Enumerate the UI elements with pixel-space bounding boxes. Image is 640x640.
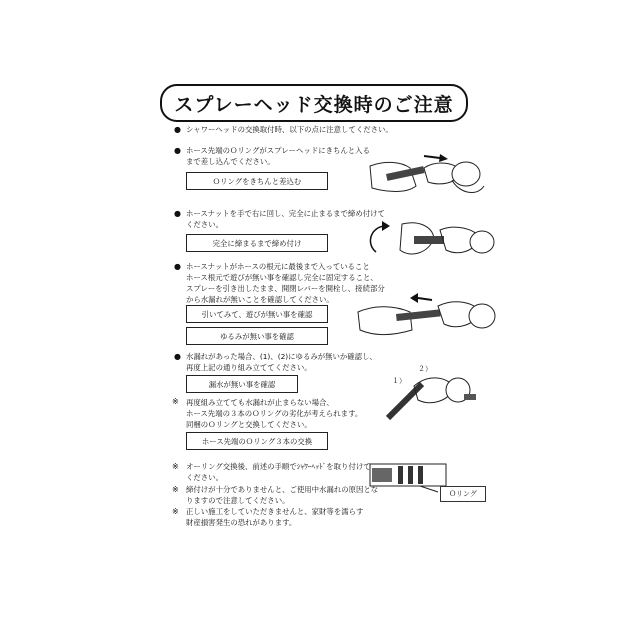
note4-line1: 正しい施工をしていただきませんと、家財等を濡らす: [186, 507, 364, 516]
step2-line1: ホースナットを手で右に回し、完全に止まるまで締め付けて: [186, 209, 385, 218]
step4-line1: 水漏れがあった場合、(1)、(2)にゆるみが無いか確認し、: [186, 352, 377, 361]
step3-line2: ホース根元で遊びが無い事を確認し完全に固定すること、: [186, 273, 378, 282]
note2-line2: ください。: [186, 473, 223, 482]
page-title: スプレーヘッド交換時のご注意: [160, 84, 468, 122]
step3-line4: から水漏れが無いことを確認してください。: [186, 295, 334, 304]
step3-box1: 引いてみて、遊びが無い事を確認: [186, 305, 328, 323]
intro-text: シャワーヘッドの交換取付時、以下の点に注意してください。: [186, 125, 393, 134]
bullet-icon: ●: [174, 352, 181, 361]
step4-box: 漏水が無い事を確認: [186, 375, 298, 393]
step2-box: 完全に締まるまで締め付け: [186, 234, 328, 252]
illustration-insert-hose: [366, 146, 500, 208]
oring-label: Ｏリング: [440, 486, 486, 502]
illus-label-2: ２）: [418, 365, 432, 373]
bullet-icon: ●: [174, 146, 181, 155]
note-mark: ※: [172, 485, 179, 494]
note3-line2: りますので注意してください。: [186, 496, 290, 505]
note1-line2: ホース先端の３本のＯリングの劣化が考えられます。: [186, 409, 363, 418]
illustration-hose-oring: [368, 458, 450, 498]
note-mark: ※: [172, 397, 179, 406]
step3-line1: ホースナットがホースの根元に最後まで入っていること: [186, 262, 370, 271]
step2-line2: ください。: [186, 220, 223, 229]
note1-line1: 再度組み立てても水漏れが止まらない場合、: [186, 398, 334, 407]
note-mark: ※: [172, 462, 179, 471]
step1-line2: まで差し込んでください。: [186, 157, 275, 166]
rotate-arrow-icon: [370, 221, 390, 252]
arrow-right-icon: [424, 154, 448, 162]
illus-label-1: １）: [392, 377, 406, 385]
illustration-tighten-nut: [362, 216, 502, 276]
note-mark: ※: [172, 507, 179, 516]
bullet-icon: ●: [174, 262, 181, 271]
step3-box2: ゆるみが無い事を確認: [186, 327, 328, 345]
illustration-leak-points: [378, 366, 486, 422]
note3-line1: 締付けが十分でありませんと、ご使用中水漏れの原因とな: [186, 485, 379, 494]
note4-line2: 財産損害発生の恐れがあります。: [186, 518, 297, 527]
note2-line1: オーリング交換後、前述の手順でｼｬﾜｰﾍｯﾄﾞを取り付けて: [186, 462, 371, 471]
step4-line2: 再度上記の通り組み立ててください。: [186, 363, 312, 372]
arrow-left-icon: [410, 293, 432, 303]
step1-line1: ホース先端のＯリングがスプレーヘッドにきちんと入る: [186, 146, 370, 155]
note1-box: ホース先端のＯリング３本の交換: [186, 432, 328, 450]
illustration-pull-check: [356, 290, 504, 346]
bullet-icon: ●: [174, 125, 181, 134]
note1-line3: 同梱のＯリングと交換してください。: [186, 420, 312, 429]
bullet-icon: ●: [174, 209, 181, 218]
step3-line3: スプレーを引き出したまま、開閉レバーを開栓し、接続部分: [186, 284, 385, 293]
step1-box: Ｏリングをきちんと差込む: [186, 172, 328, 190]
